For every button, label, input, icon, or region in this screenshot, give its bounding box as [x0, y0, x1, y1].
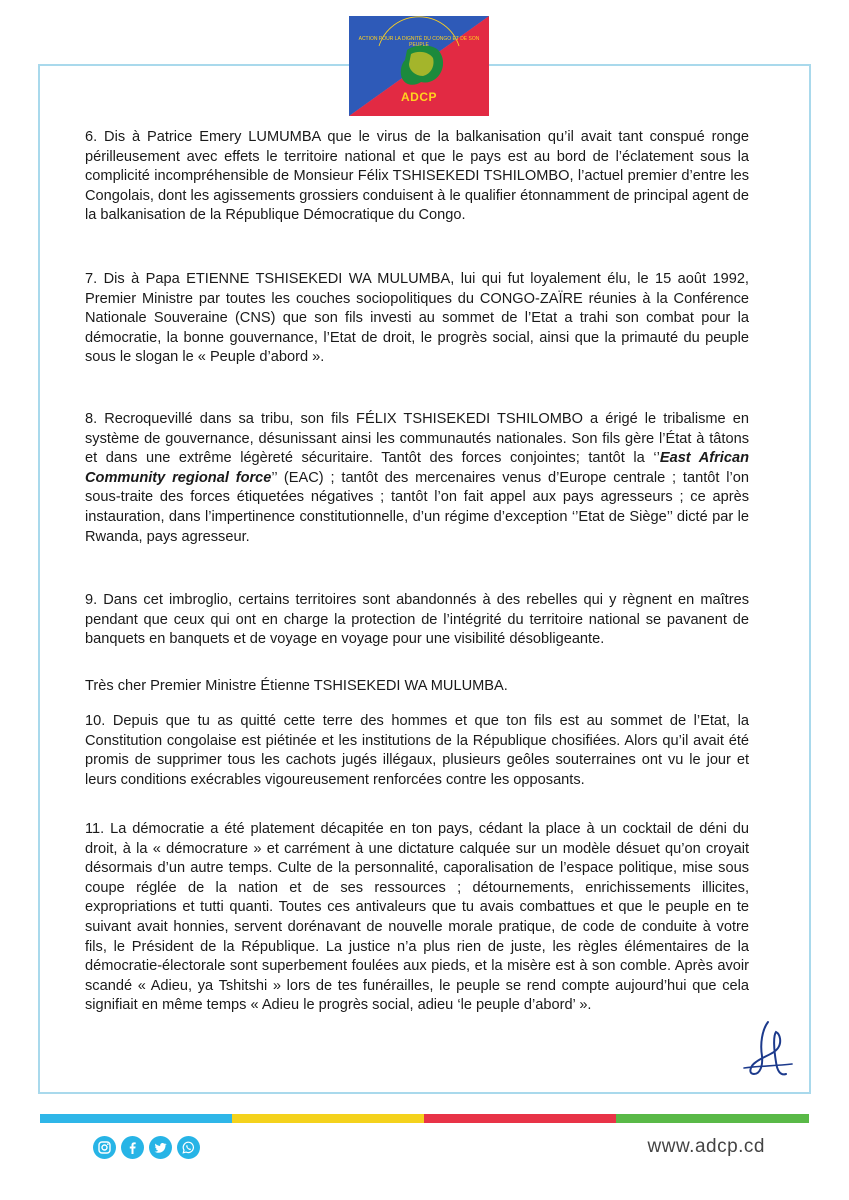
logo-motto: ACTION POUR LA DIGNITÉ DU CONGO ET DE SON PEUPLE	[358, 36, 480, 48]
paragraph-8-end: ’’ (EAC) ; tantôt des mercenaires venus d’Europe centrale ; tantôt l’on sous-traite des forces étiquetées négatives ; tantôt l’on fait appel aux pays agresseurs ; ce après instauration, dans l’impertinence constitutionnelle, d’un régime d’exception ‘’Etat de Siège’’ dicté par le Rwanda, pays agresseur.	[85, 469, 750, 545]
signature	[740, 1016, 796, 1080]
paragraph-11: 11. La démocratie a été platement décapitée en ton pays, cédant la place à un cocktail de déni du droit, à la « démocrature » et carrément à une dictature calquée sur un modèle désuet qu’on croyait désormais d’un autre temps. Culte de la personnalité, caporalisation de l’espace politique, mise sous coupe réglée de la nation et de ses ressources ; détournements, enrichissements illicites, expropriations et tutti quanti. Toutes ces antivaleurs que tu avais combattues et que le peuple en te suivant avait honnies, servent dorénavant de nouvelle morale pratique, de code de conduite à votre fils, le Président de la République. La justice n’a plus rien de juste, les règles élémentaires de la démocratie-électorale sont superbement foulées aux pieds, et la misère est à son comble. Après avoir scandé « Adieu, ya Tshitshi » lors de tes funérailles, le peuple se rend compte aujourd’hui que cela signifiait en même temps « Adieu le progrès social, adieu ‘le peuple d’abord’ ».	[85, 821, 749, 1014]
whatsapp-icon[interactable]	[177, 1136, 200, 1159]
footer-stripe-red	[424, 1114, 616, 1123]
adcp-logo	[349, 16, 489, 116]
social-links	[93, 1136, 200, 1159]
footer-stripe-blue	[40, 1114, 232, 1123]
eac-emphasis: East African Community regional force	[85, 450, 749, 486]
website-link[interactable]: www.adcp.cd	[647, 1136, 765, 1157]
salutation: Très cher Premier Ministre Étienne TSHISEKEDI WA MULUMBA.	[85, 678, 508, 694]
paragraph-8	[85, 410, 749, 547]
paragraph-9: 9. Dans cet imbroglio, certains territoires sont abandonnés à des rebelles qui y règnent en maîtres pendant que ceux qui ont en charge la protection de l’intégrité du territoire national se pavanent de banquets en banquets et de voyage en voyage pour une visibilité désobligeante.	[85, 592, 749, 648]
facebook-icon[interactable]	[121, 1136, 144, 1159]
paragraph-7: 7. Dis à Papa ETIENNE TSHISEKEDI WA MULUMBA, lui qui fut loyalement élu, le 15 août 1992, Premier Ministre par toutes les couches sociopolitiques du CONGO-ZAÏRE réunies à la Conférence Nationale Souveraine (CNS) que son fils investi au sommet de l’Etat a trahi son combat pour la démocratie, la bonne gouvernance, l’Etat de droit, le progrès social, ainsi que la primauté du peuple sous le slogan le « Peuple d’abord ».	[85, 271, 749, 366]
footer-stripe-green	[616, 1114, 809, 1123]
paragraph-6: 6. Dis à Patrice Emery LUMUMBA que le virus de la balkanisation qu’il avait tant conspué ronge périlleusement avec effets le territoire national et que le pays est au bord de l’éclatement sous la complicité incompréhensible de Monsieur Félix TSHISEKEDI TSHILOMBO, l’actuel premier d’entre les Congolais, dont les agissements grossiers conduisent à le qualifier étonnamment de principal agent de la balkanisation de la République Démocratique du Congo.	[85, 129, 749, 224]
twitter-icon[interactable]	[149, 1136, 172, 1159]
paragraph-10: 10. Depuis que tu as quitté cette terre des hommes et que ton fils est au sommet de l’Etat, la Constitution congolaise est piétinée et les institutions de la République chosifiées. Alors qu’il avait été promis de supprimer tous les cachots jugés illégaux, plusieurs geôles souterraines ont vu le jour et leurs conditions exécrables vigoureusement renforcées contre les opposants.	[85, 713, 749, 788]
paragraph-8-start: 8. Recroquevillé dans sa tribu, son fils FÉLIX TSHISEKEDI TSHILOMBO a érigé le tribalisme en système de gouvernance, désunissant ainsi les communautés nationales. Son fils gère l’État à tâtons et dans une extrême légèreté sécuritaire. Tantôt des forces conjointes; tantôt la ‘’	[85, 411, 749, 467]
instagram-icon[interactable]	[93, 1136, 116, 1159]
logo-wordmark: ADCP	[400, 90, 437, 104]
footer-stripe-yellow	[232, 1114, 424, 1123]
